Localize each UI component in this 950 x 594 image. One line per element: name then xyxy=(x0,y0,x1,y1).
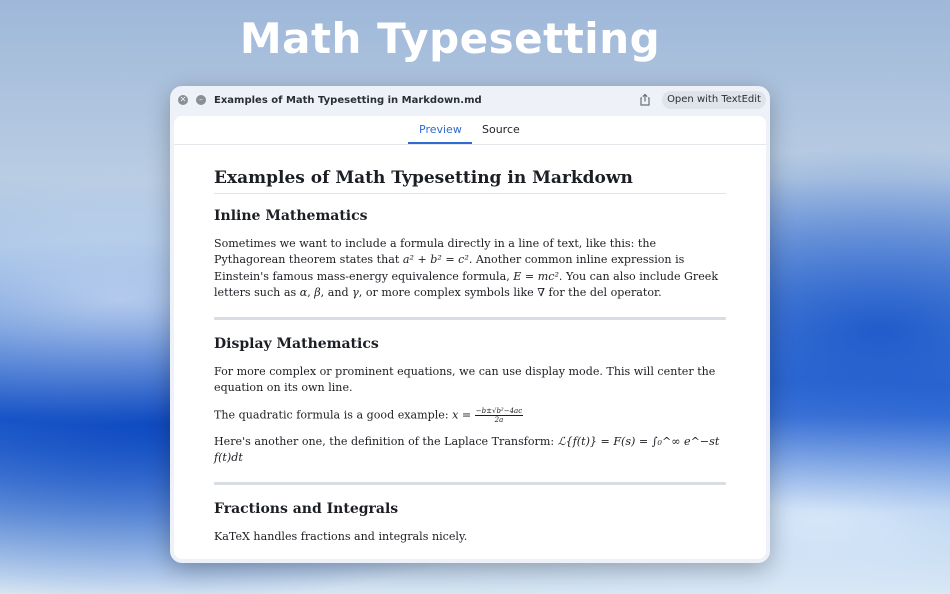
window-title: Examples of Math Typesetting in Markdown.md xyxy=(214,94,482,106)
math-einstein: E = mc² xyxy=(513,269,559,283)
paragraph-quadratic xyxy=(214,407,726,424)
close-icon[interactable]: ✕ xyxy=(179,95,187,104)
hero-title: Math Typesetting xyxy=(239,14,661,63)
paragraph-inline-math xyxy=(214,236,726,301)
fraction-denominator: 2a xyxy=(494,415,504,424)
text: Here's another one, the definition of the Laplace Transform: xyxy=(214,434,558,448)
math-quadratic-lhs: x = xyxy=(452,408,472,422)
section-heading-inline: Inline Mathematics xyxy=(214,208,368,224)
math-laplace: ℒ{f(t)} = F(s) = ∫₀^∞ e^−st f(t)dt xyxy=(214,434,720,465)
text: The quadratic formula is a good example: xyxy=(214,408,453,422)
paragraph-laplace xyxy=(214,434,726,467)
paragraph-display-intro: For more complex or prominent equations, we can use display mode. This will center the equation on its own line. xyxy=(214,365,716,395)
document-pane xyxy=(174,116,766,559)
text: , or more complex symbols like xyxy=(358,285,538,299)
math-gamma: γ xyxy=(352,285,359,299)
document-heading: Examples of Math Typesetting in Markdown xyxy=(214,168,726,194)
minimize-icon[interactable]: – xyxy=(196,95,206,105)
text: , xyxy=(307,285,315,299)
math-quadratic-fraction xyxy=(475,407,523,424)
text: . You can also include Greek letters such as xyxy=(214,269,719,299)
tab-source[interactable]: Source xyxy=(482,123,520,136)
text: Sometimes we want to include a formula directly in a line of text, like this: the Pythagorean theorem states that xyxy=(214,237,657,267)
section-heading-fractions: Fractions and Integrals xyxy=(214,501,399,518)
fraction-numerator: −b±√b²−4ac xyxy=(475,406,523,415)
app-window xyxy=(170,86,770,563)
horizontal-rule xyxy=(214,482,726,485)
view-tabs xyxy=(174,116,766,145)
section-heading-display: Display Mathematics xyxy=(214,336,379,353)
share-icon[interactable] xyxy=(638,93,652,107)
text: for the del operator. xyxy=(545,285,662,299)
text: , and xyxy=(320,285,353,299)
math-pythagorean: a² + b² = c² xyxy=(402,253,469,267)
math-nabla: ∇ xyxy=(537,285,546,299)
horizontal-rule xyxy=(214,317,726,320)
math-alpha: α xyxy=(299,285,308,299)
title-bar xyxy=(170,86,770,114)
active-tab-indicator xyxy=(408,142,472,144)
markdown-preview xyxy=(214,168,726,556)
math-beta: β xyxy=(314,285,321,299)
tab-preview[interactable]: Preview xyxy=(419,123,462,136)
text: . Another common inline expression is Einstein's famous mass-energy equivalence formula, xyxy=(214,253,685,283)
paragraph-fractions: KaTeX handles fractions and integrals nicely. xyxy=(214,530,468,544)
open-with-textedit-button[interactable]: Open with TextEdit xyxy=(662,91,766,109)
